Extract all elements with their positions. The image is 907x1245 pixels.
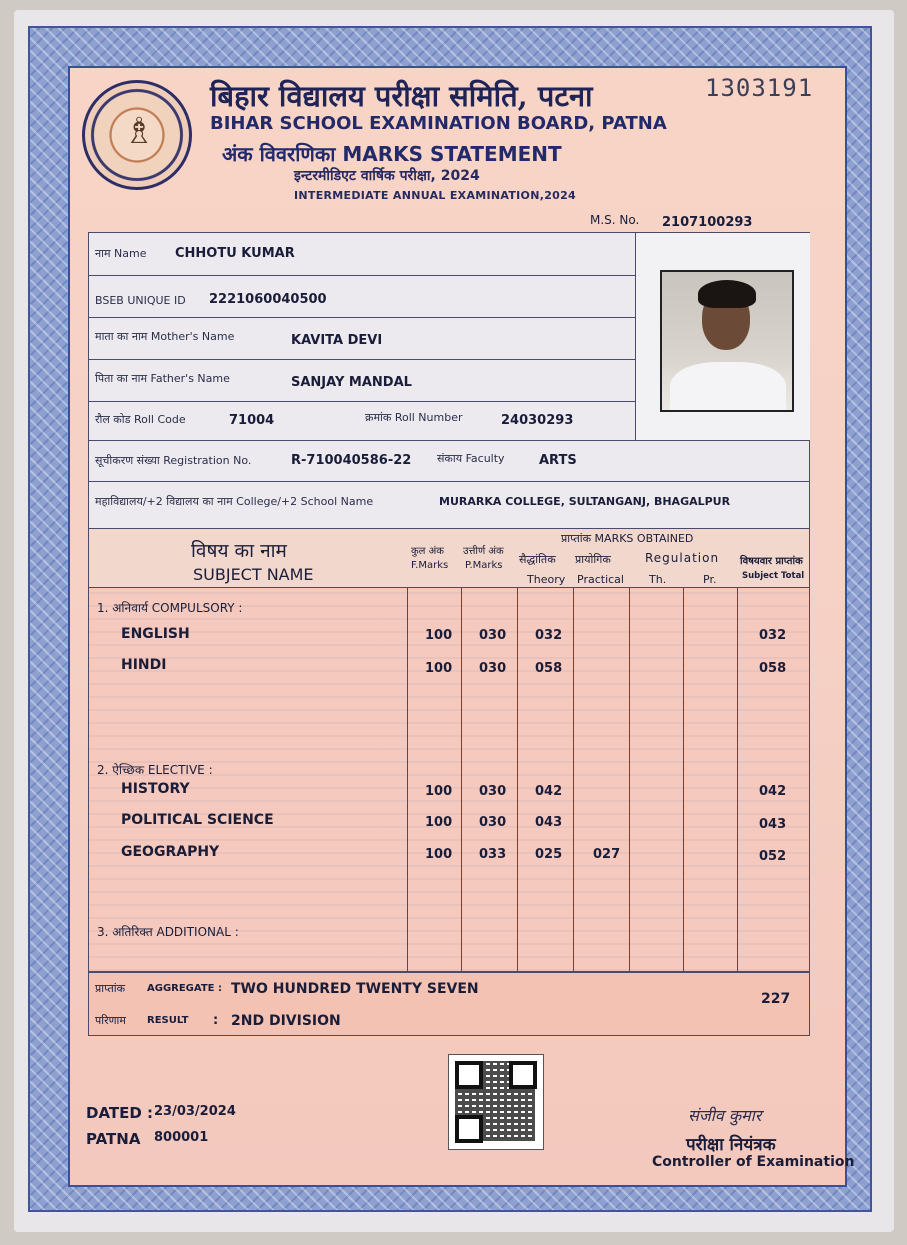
subject-total: 052 xyxy=(759,849,787,864)
subject-name: GEOGRAPHY xyxy=(121,844,220,860)
father-name: SANJAY MANDAL xyxy=(291,375,412,390)
theory-marks: 032 xyxy=(535,628,563,643)
board-seal-logo xyxy=(82,80,192,190)
pin-code: 800001 xyxy=(154,1130,209,1145)
section-additional: 3. अतिरिक्त ADDITIONAL : xyxy=(97,925,239,939)
ms-no-value: 2107100293 xyxy=(662,215,753,230)
exam-title-hindi: इन्टरमीडिएट वार्षिक परीक्षा, 2024 xyxy=(294,168,480,184)
student-name: CHHOTU KUMAR xyxy=(175,246,295,261)
student-info-box xyxy=(88,232,810,531)
college-row xyxy=(89,482,809,528)
faculty-value: ARTS xyxy=(539,453,577,468)
col-divider xyxy=(573,529,574,971)
mother-name: KAVITA DEVI xyxy=(291,333,383,348)
subject-name: POLITICAL SCIENCE xyxy=(121,812,274,828)
full-marks: 100 xyxy=(425,815,453,830)
subject-name: ENGLISH xyxy=(121,626,190,642)
practical-header: Practical xyxy=(577,573,624,586)
theory-marks: 025 xyxy=(535,847,563,862)
uid-value: 2221060040500 xyxy=(209,292,327,307)
marks-table xyxy=(88,528,810,972)
aggregate-value: 227 xyxy=(761,991,791,1007)
theory-marks: 043 xyxy=(535,815,563,830)
pass-marks: 030 xyxy=(479,628,507,643)
subject-total: 032 xyxy=(759,628,787,643)
full-marks: 100 xyxy=(425,628,453,643)
col-divider xyxy=(461,529,462,971)
col-divider xyxy=(683,529,684,971)
name-row xyxy=(89,233,635,276)
photo-shirt xyxy=(670,362,786,412)
subject-total: 043 xyxy=(759,817,787,832)
qr-corner xyxy=(455,1115,483,1143)
subject-total-header: Subject Total xyxy=(742,571,805,581)
result-colon: : xyxy=(213,1013,219,1028)
qr-corner xyxy=(509,1061,537,1089)
regulation-theory-header: Th. xyxy=(649,573,667,586)
controller-signature: संजीव कुमार xyxy=(688,1106,762,1125)
section-elective: 2. ऐच्छिक ELECTIVE : xyxy=(97,763,213,777)
roll-number-value: 24030293 xyxy=(501,413,574,428)
controller-title-hindi: परीक्षा नियंत्रक xyxy=(686,1135,776,1155)
qr-corner xyxy=(455,1061,483,1089)
subject-name: HINDI xyxy=(121,657,167,673)
pass-marks: 030 xyxy=(479,815,507,830)
pass-marks: 033 xyxy=(479,847,507,862)
full-marks-header-hindi: कुल अंक xyxy=(411,546,444,557)
aggregate-label: AGGREGATE : xyxy=(147,983,222,994)
col-divider xyxy=(517,529,518,971)
name-label: नाम Name xyxy=(95,247,147,260)
result-value: 2ND DIVISION xyxy=(231,1013,341,1029)
subject-name: HISTORY xyxy=(121,781,190,797)
exam-title-english: INTERMEDIATE ANNUAL EXAMINATION,2024 xyxy=(294,189,577,202)
board-name-english: BIHAR SCHOOL EXAMINATION BOARD, PATNA xyxy=(210,113,667,134)
col-divider xyxy=(407,529,408,971)
mother-label: माता का नाम Mother's Name xyxy=(95,330,235,343)
aggregate-box xyxy=(88,972,810,1036)
theory-marks: 042 xyxy=(535,784,563,799)
photo-hair xyxy=(698,280,756,308)
regulation-header: Regulation xyxy=(645,551,720,565)
theory-marks: 058 xyxy=(535,661,563,676)
place-label: PATNA xyxy=(86,1130,141,1148)
roll-code-value: 71004 xyxy=(229,413,275,428)
roll-row xyxy=(89,401,635,443)
result-label-hindi: परिणाम xyxy=(95,1014,126,1027)
ms-no-label: M.S. No. xyxy=(590,213,640,227)
header-bottom-line xyxy=(89,587,809,588)
aggregate-words: TWO HUNDRED TWENTY SEVEN xyxy=(231,981,479,997)
statement-title: अंक विवरणिका MARKS STATEMENT xyxy=(222,142,562,166)
father-label: पिता का नाम Father's Name xyxy=(95,372,230,385)
practical-marks: 027 xyxy=(593,847,621,862)
section-compulsory: 1. अनिवार्य COMPULSORY : xyxy=(97,601,243,615)
subject-header-hindi: विषय का नाम xyxy=(191,540,287,562)
full-marks-header: F.Marks xyxy=(411,560,449,571)
photo-box xyxy=(635,233,810,440)
serial-number: 1303191 xyxy=(705,74,814,102)
dated-label: DATED : xyxy=(86,1104,154,1122)
pass-marks: 030 xyxy=(479,784,507,799)
board-name-hindi: बिहार विद्यालय परीक्षा समिति, पटना xyxy=(210,79,593,113)
full-marks: 100 xyxy=(425,784,453,799)
college-label: महाविद्यालय/+2 विद्यालय का नाम College/+2 School Name xyxy=(95,495,374,508)
seal-figure-icon: ♗ xyxy=(123,111,156,152)
uid-row xyxy=(89,275,635,318)
roll-code-label: रौल कोड Roll Code xyxy=(95,413,186,426)
mother-row xyxy=(89,317,635,360)
uid-label: BSEB UNIQUE ID xyxy=(95,294,186,307)
marks-obtained-header: प्राप्तांक MARKS OBTAINED xyxy=(561,532,694,545)
roll-number-label: क्रमांक Roll Number xyxy=(365,411,463,424)
registration-label: सूचीकरण संख्या Registration No. xyxy=(95,454,252,467)
aggregate-label-hindi: प्राप्तांक xyxy=(95,982,126,995)
col-divider xyxy=(737,529,738,971)
full-marks: 100 xyxy=(425,661,453,676)
dated-value: 23/03/2024 xyxy=(154,1104,236,1119)
pass-marks-header-hindi: उत्तीर्ण अंक xyxy=(463,546,504,557)
theory-header: Theory xyxy=(527,573,566,586)
subject-total: 042 xyxy=(759,784,787,799)
regulation-practical-header: Pr. xyxy=(703,573,717,586)
theory-header-hindi: सैद्धांतिक xyxy=(519,553,556,566)
subject-total: 058 xyxy=(759,661,787,676)
full-marks: 100 xyxy=(425,847,453,862)
qr-code xyxy=(448,1054,544,1150)
registration-value: R-710040586-22 xyxy=(291,453,412,468)
registration-row xyxy=(89,441,809,482)
pass-marks-header: P.Marks xyxy=(465,560,503,571)
controller-title-english: Controller of Examination xyxy=(652,1154,855,1170)
col-divider xyxy=(629,529,630,971)
result-label: RESULT xyxy=(147,1015,189,1026)
father-row xyxy=(89,359,635,402)
pass-marks: 030 xyxy=(479,661,507,676)
practical-header-hindi: प्रायोगिक xyxy=(575,553,611,566)
subject-header-english: SUBJECT NAME xyxy=(193,565,314,584)
student-photo xyxy=(660,270,794,412)
college-value: MURARKA COLLEGE, SULTANGANJ, BHAGALPUR xyxy=(439,495,731,508)
faculty-label: संकाय Faculty xyxy=(437,452,505,465)
subject-total-header-hindi: विषयवार प्राप्तांक xyxy=(740,556,803,567)
